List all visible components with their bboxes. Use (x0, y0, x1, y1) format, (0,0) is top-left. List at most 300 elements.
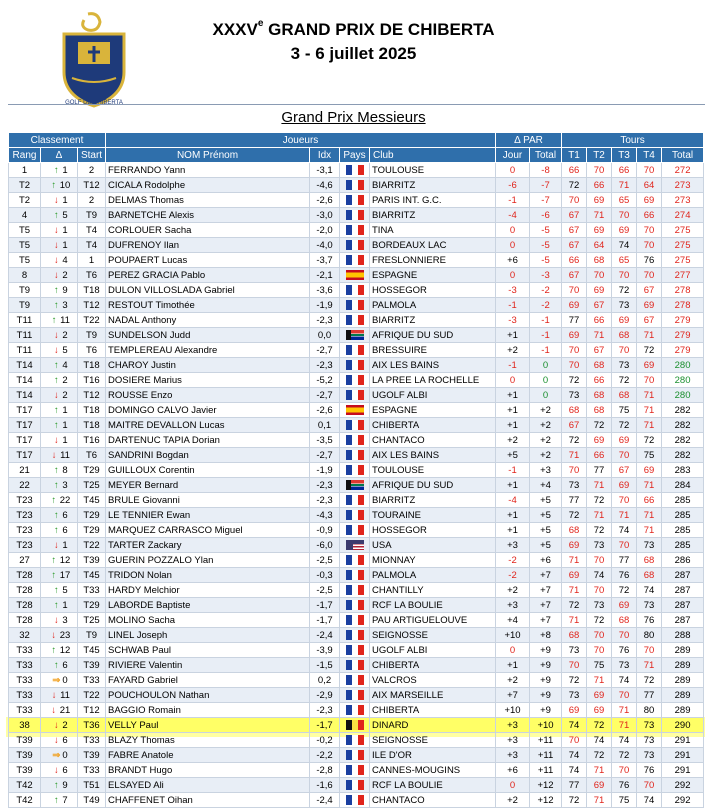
round-t3-cell: 76 (612, 643, 637, 658)
leaderboard-table (8, 132, 704, 808)
round-t4-cell: 72 (637, 433, 662, 448)
total-par-cell: -3 (530, 268, 562, 283)
table-row (9, 583, 704, 598)
round-t4-cell: 70 (637, 223, 662, 238)
arrow-up-icon: ↑ (53, 299, 59, 311)
round-t2-cell: 68 (587, 253, 612, 268)
round-t2-cell: 71 (587, 508, 612, 523)
round-t1-cell: 68 (562, 523, 587, 538)
round-t3-cell: 74 (612, 673, 637, 688)
round-t3-cell: 72 (612, 418, 637, 433)
index-cell: 0,2 (310, 673, 340, 688)
club-cell: CHIBERTA (370, 418, 496, 433)
club-cell: AFRIQUE DU SUD (370, 328, 496, 343)
round-t2-cell: 67 (587, 343, 612, 358)
round-t1-cell: 71 (562, 448, 587, 463)
player-name: DULON VILLOSLADA Gabriel (106, 283, 310, 298)
index-cell: -2,7 (310, 388, 340, 403)
start-cell: T49 (78, 793, 106, 808)
country-cell (340, 208, 370, 223)
delta-value: 11 (60, 689, 70, 701)
total-score-cell: 280 (662, 373, 704, 388)
index-cell: -2,3 (310, 478, 340, 493)
total-par-cell: +5 (530, 538, 562, 553)
index-cell: -2,0 (310, 223, 340, 238)
total-score-cell: 289 (662, 658, 704, 673)
day-par-cell: +3 (496, 598, 530, 613)
index-cell: -4,0 (310, 238, 340, 253)
table-row (9, 523, 704, 538)
index-cell: -1,7 (310, 613, 340, 628)
index-cell: -2,2 (310, 748, 340, 763)
arrow-up-icon: ↑ (53, 659, 59, 671)
divider (8, 104, 705, 105)
round-t3-cell: 68 (612, 388, 637, 403)
tournament-title: XXXVe GRAND PRIX DE CHIBERTA (212, 18, 495, 39)
round-t2-cell: 71 (587, 793, 612, 808)
total-score-cell: 275 (662, 253, 704, 268)
table-row (9, 463, 704, 478)
arrow-down-icon: ↓ (53, 539, 59, 551)
player-name: BARNETCHE Alexis (106, 208, 310, 223)
fr-flag-icon (346, 390, 364, 400)
round-t3-cell: 72 (612, 748, 637, 763)
fr-flag-icon (346, 435, 364, 445)
table-row (9, 313, 704, 328)
total-score-cell: 289 (662, 703, 704, 718)
delta-cell (41, 478, 78, 493)
round-t4-cell: 70 (637, 643, 662, 658)
round-t1-cell: 73 (562, 643, 587, 658)
rank-cell: T11 (9, 343, 41, 358)
delta-cell (41, 268, 78, 283)
col-t1: T1 (562, 148, 587, 163)
table-row (9, 643, 704, 658)
round-t4-cell: 68 (637, 553, 662, 568)
arrow-down-icon: ↓ (51, 704, 57, 716)
round-t2-cell: 71 (587, 208, 612, 223)
player-name: NADAL Anthony (106, 313, 310, 328)
be-flag-icon (346, 720, 364, 730)
delta-value: 4 (62, 359, 68, 371)
round-t3-cell: 70 (612, 493, 637, 508)
round-t4-cell: 67 (637, 313, 662, 328)
arrow-up-icon: ↑ (53, 779, 59, 791)
total-score-cell: 273 (662, 193, 704, 208)
delta-value: 2 (62, 329, 68, 341)
arrow-down-icon: ↓ (53, 719, 59, 731)
fr-flag-icon (346, 495, 364, 505)
country-cell (340, 583, 370, 598)
player-name: RIVIERE Valentin (106, 658, 310, 673)
fr-flag-icon (346, 375, 364, 385)
round-t3-cell: 70 (612, 688, 637, 703)
index-cell: -0,3 (310, 568, 340, 583)
delta-cell (41, 418, 78, 433)
round-t2-cell: 68 (587, 358, 612, 373)
round-t1-cell: 70 (562, 358, 587, 373)
round-t4-cell: 69 (637, 193, 662, 208)
col-tot: Total (662, 148, 704, 163)
round-t3-cell: 70 (612, 448, 637, 463)
round-t1-cell: 72 (562, 673, 587, 688)
rank-cell: 22 (9, 478, 41, 493)
country-cell (340, 433, 370, 448)
round-t3-cell: 68 (612, 613, 637, 628)
index-cell: -4,6 (310, 178, 340, 193)
round-t2-cell: 72 (587, 493, 612, 508)
country-cell (340, 613, 370, 628)
us-flag-icon (346, 540, 364, 550)
rank-cell: T33 (9, 658, 41, 673)
delta-cell (41, 508, 78, 523)
round-t3-cell: 70 (612, 208, 637, 223)
total-par-cell: +5 (530, 523, 562, 538)
rank-cell: T14 (9, 373, 41, 388)
round-t4-cell: 71 (637, 388, 662, 403)
delta-cell (41, 793, 78, 808)
arrow-down-icon: ↓ (53, 269, 59, 281)
club-cell: TINA (370, 223, 496, 238)
table-row (9, 268, 704, 283)
club-cell: PALMOLA (370, 298, 496, 313)
start-cell: T16 (78, 433, 106, 448)
total-par-cell: -5 (530, 253, 562, 268)
player-name: LE TENNIER Ewan (106, 508, 310, 523)
fr-flag-icon (346, 735, 364, 745)
round-t2-cell: 77 (587, 463, 612, 478)
delta-cell (41, 643, 78, 658)
day-par-cell: -4 (496, 493, 530, 508)
start-cell: T33 (78, 733, 106, 748)
round-t1-cell: 74 (562, 763, 587, 778)
round-t3-cell: 74 (612, 238, 637, 253)
round-t2-cell: 69 (587, 433, 612, 448)
table-row (9, 418, 704, 433)
round-t1-cell: 73 (562, 388, 587, 403)
round-t1-cell: 66 (562, 253, 587, 268)
club-cell: AIX LES BAINS (370, 358, 496, 373)
round-t2-cell: 72 (587, 418, 612, 433)
table-row (9, 193, 704, 208)
total-score-cell: 279 (662, 343, 704, 358)
round-t3-cell: 72 (612, 373, 637, 388)
rank-cell: T23 (9, 523, 41, 538)
round-t4-cell: 71 (637, 328, 662, 343)
club-cell: LA PREE LA ROCHELLE (370, 373, 496, 388)
round-t2-cell: 69 (587, 703, 612, 718)
start-cell: T36 (78, 718, 106, 733)
index-cell: -1,9 (310, 298, 340, 313)
club-cell: HOSSEGOR (370, 523, 496, 538)
player-name: BLAZY Thomas (106, 733, 310, 748)
round-t4-cell: 67 (637, 283, 662, 298)
round-t2-cell: 70 (587, 268, 612, 283)
country-cell (340, 223, 370, 238)
player-name: GUERIN POZZALO Ylan (106, 553, 310, 568)
delta-value: 1 (62, 434, 68, 446)
delta-cell (41, 583, 78, 598)
day-par-cell: +1 (496, 328, 530, 343)
delta-value: 3 (62, 299, 68, 311)
total-par-cell: +11 (530, 763, 562, 778)
total-score-cell: 278 (662, 298, 704, 313)
round-t3-cell: 77 (612, 553, 637, 568)
club-cell: PARIS INT. G.C. (370, 193, 496, 208)
arrow-down-icon: ↓ (53, 224, 59, 236)
arrow-down-icon: ↓ (53, 344, 59, 356)
club-cell: UGOLF ALBI (370, 388, 496, 403)
start-cell: T22 (78, 538, 106, 553)
delta-cell (41, 223, 78, 238)
club-cell: ESPAGNE (370, 403, 496, 418)
rank-cell: T14 (9, 388, 41, 403)
delta-value: 1 (62, 224, 68, 236)
arrow-up-icon: ↑ (53, 374, 59, 386)
player-name: BRANDT Hugo (106, 763, 310, 778)
country-cell (340, 658, 370, 673)
round-t1-cell: 77 (562, 493, 587, 508)
round-t4-cell: 70 (637, 373, 662, 388)
round-t4-cell: 69 (637, 463, 662, 478)
total-score-cell: 283 (662, 463, 704, 478)
total-par-cell: +9 (530, 688, 562, 703)
index-cell: 0,1 (310, 418, 340, 433)
club-cell: BIARRITZ (370, 313, 496, 328)
fr-flag-icon (346, 465, 364, 475)
total-par-cell: +9 (530, 658, 562, 673)
delta-value: 22 (59, 494, 71, 506)
round-t4-cell: 73 (637, 733, 662, 748)
round-t2-cell: 66 (587, 373, 612, 388)
delta-value: 1 (62, 539, 68, 551)
total-par-cell: +9 (530, 673, 562, 688)
total-par-cell: +12 (530, 778, 562, 793)
arrow-down-icon: ↓ (53, 434, 59, 446)
country-cell (340, 628, 370, 643)
player-name: HARDY Melchior (106, 583, 310, 598)
day-par-cell: +2 (496, 793, 530, 808)
total-score-cell: 287 (662, 583, 704, 598)
index-cell: -2,9 (310, 688, 340, 703)
round-t2-cell: 73 (587, 538, 612, 553)
col-jour: Jour (496, 148, 530, 163)
country-cell (340, 763, 370, 778)
table-row (9, 253, 704, 268)
start-cell: T22 (78, 688, 106, 703)
round-t4-cell: 73 (637, 718, 662, 733)
player-name: LABORDE Baptiste (106, 598, 310, 613)
total-par-cell: +7 (530, 613, 562, 628)
day-par-cell: 0 (496, 268, 530, 283)
delta-value: 17 (59, 569, 71, 581)
total-score-cell: 288 (662, 628, 704, 643)
index-cell: -2,5 (310, 553, 340, 568)
start-cell: T18 (78, 358, 106, 373)
country-cell (340, 343, 370, 358)
total-score-cell: 279 (662, 313, 704, 328)
arrow-up-icon: ↑ (53, 599, 59, 611)
player-name: MAITRE DEVALLON Lucas (106, 418, 310, 433)
start-cell: T45 (78, 643, 106, 658)
club-cell: AFRIQUE DU SUD (370, 478, 496, 493)
club-cell: RCF LA BOULIE (370, 778, 496, 793)
delta-value: 3 (62, 479, 68, 491)
day-par-cell: +2 (496, 583, 530, 598)
player-name: MEYER Bernard (106, 478, 310, 493)
round-t1-cell: 70 (562, 463, 587, 478)
country-cell (340, 718, 370, 733)
day-par-cell: +3 (496, 538, 530, 553)
player-name: ELSAYED Ali (106, 778, 310, 793)
club-cell: VALCROS (370, 673, 496, 688)
delta-value: 8 (62, 464, 68, 476)
round-t3-cell: 67 (612, 463, 637, 478)
delta-cell (41, 658, 78, 673)
round-t4-cell: 73 (637, 538, 662, 553)
round-t4-cell: 66 (637, 493, 662, 508)
table-row (9, 658, 704, 673)
rank-cell: T9 (9, 298, 41, 313)
start-cell: T39 (78, 658, 106, 673)
rank-cell: 1 (9, 163, 41, 178)
day-par-cell: +1 (496, 403, 530, 418)
delta-cell (41, 778, 78, 793)
delta-cell (41, 598, 78, 613)
round-t3-cell: 73 (612, 298, 637, 313)
round-t4-cell: 76 (637, 253, 662, 268)
round-t1-cell: 71 (562, 583, 587, 598)
start-cell: T9 (78, 628, 106, 643)
club-cell: CHANTACO (370, 433, 496, 448)
delta-cell (41, 193, 78, 208)
delta-cell (41, 628, 78, 643)
delta-cell (41, 163, 78, 178)
total-par-cell: +11 (530, 733, 562, 748)
table-row (9, 478, 704, 493)
arrow-down-icon: ↓ (51, 689, 57, 701)
index-cell: -6,0 (310, 538, 340, 553)
col-delta: Δ (41, 148, 78, 163)
club-cell: RCF LA BOULIE (370, 598, 496, 613)
total-par-cell: +5 (530, 508, 562, 523)
arrow-up-icon: ↑ (53, 404, 59, 416)
day-par-cell: -3 (496, 313, 530, 328)
country-cell (340, 463, 370, 478)
day-par-cell: +3 (496, 718, 530, 733)
delta-cell (41, 493, 78, 508)
fr-flag-icon (346, 165, 364, 175)
round-t4-cell: 66 (637, 208, 662, 223)
arrow-up-icon: ↑ (53, 509, 59, 521)
total-score-cell: 280 (662, 358, 704, 373)
player-name: MOLINO Sacha (106, 613, 310, 628)
round-t3-cell: 73 (612, 358, 637, 373)
round-t4-cell: 73 (637, 748, 662, 763)
arrow-up-icon: ↑ (51, 179, 57, 191)
rank-cell: T39 (9, 763, 41, 778)
start-cell: T22 (78, 313, 106, 328)
rank-cell: T17 (9, 418, 41, 433)
club-cell: UGOLF ALBI (370, 643, 496, 658)
day-par-cell: +3 (496, 733, 530, 748)
es-flag-icon (346, 405, 364, 415)
es-flag-icon (346, 270, 364, 280)
index-cell: -2,1 (310, 268, 340, 283)
table-row (9, 238, 704, 253)
round-t1-cell: 69 (562, 703, 587, 718)
arrow-down-icon: ↓ (53, 734, 59, 746)
index-cell: -2,5 (310, 583, 340, 598)
total-score-cell: 275 (662, 223, 704, 238)
round-t1-cell: 68 (562, 628, 587, 643)
delta-value: 11 (60, 449, 70, 461)
round-t2-cell: 66 (587, 178, 612, 193)
delta-value: 7 (62, 794, 68, 806)
round-t1-cell: 72 (562, 433, 587, 448)
delta-cell (41, 568, 78, 583)
start-cell: T6 (78, 268, 106, 283)
delta-value: 12 (59, 554, 71, 566)
arrow-up-icon: ↑ (53, 209, 59, 221)
delta-cell (41, 688, 78, 703)
fr-flag-icon (346, 795, 364, 805)
total-par-cell: +9 (530, 643, 562, 658)
delta-cell (41, 238, 78, 253)
total-score-cell: 284 (662, 478, 704, 493)
round-t1-cell: 70 (562, 658, 587, 673)
table-row (9, 568, 704, 583)
fr-flag-icon (346, 225, 364, 235)
delta-value: 2 (62, 389, 68, 401)
round-t3-cell: 71 (612, 508, 637, 523)
player-name: SUNDELSON Judd (106, 328, 310, 343)
round-t4-cell: 73 (637, 598, 662, 613)
fr-flag-icon (346, 510, 364, 520)
country-cell (340, 523, 370, 538)
day-par-cell: +3 (496, 748, 530, 763)
arrow-down-icon: ↓ (53, 194, 59, 206)
round-t2-cell: 71 (587, 328, 612, 343)
table-row (9, 613, 704, 628)
round-t3-cell: 74 (612, 523, 637, 538)
index-cell: -1,6 (310, 778, 340, 793)
total-score-cell: 287 (662, 568, 704, 583)
player-name: GUILLOUX Corentin (106, 463, 310, 478)
rank-cell: T2 (9, 193, 41, 208)
round-t1-cell: 74 (562, 748, 587, 763)
day-par-cell: -1 (496, 463, 530, 478)
table-row (9, 793, 704, 808)
total-score-cell: 275 (662, 238, 704, 253)
table-row (9, 208, 704, 223)
country-cell (340, 688, 370, 703)
delta-cell (41, 718, 78, 733)
delta-value: 23 (59, 629, 71, 641)
total-par-cell: -5 (530, 223, 562, 238)
club-cell: AIX MARSEILLE (370, 688, 496, 703)
round-t3-cell: 71 (612, 718, 637, 733)
index-cell: -1,9 (310, 463, 340, 478)
day-par-cell: +1 (496, 508, 530, 523)
total-score-cell: 287 (662, 613, 704, 628)
arrow-up-icon: ↑ (51, 569, 57, 581)
index-cell: -5,2 (310, 373, 340, 388)
start-cell: T39 (78, 748, 106, 763)
country-cell (340, 163, 370, 178)
country-cell (340, 238, 370, 253)
total-score-cell: 286 (662, 553, 704, 568)
